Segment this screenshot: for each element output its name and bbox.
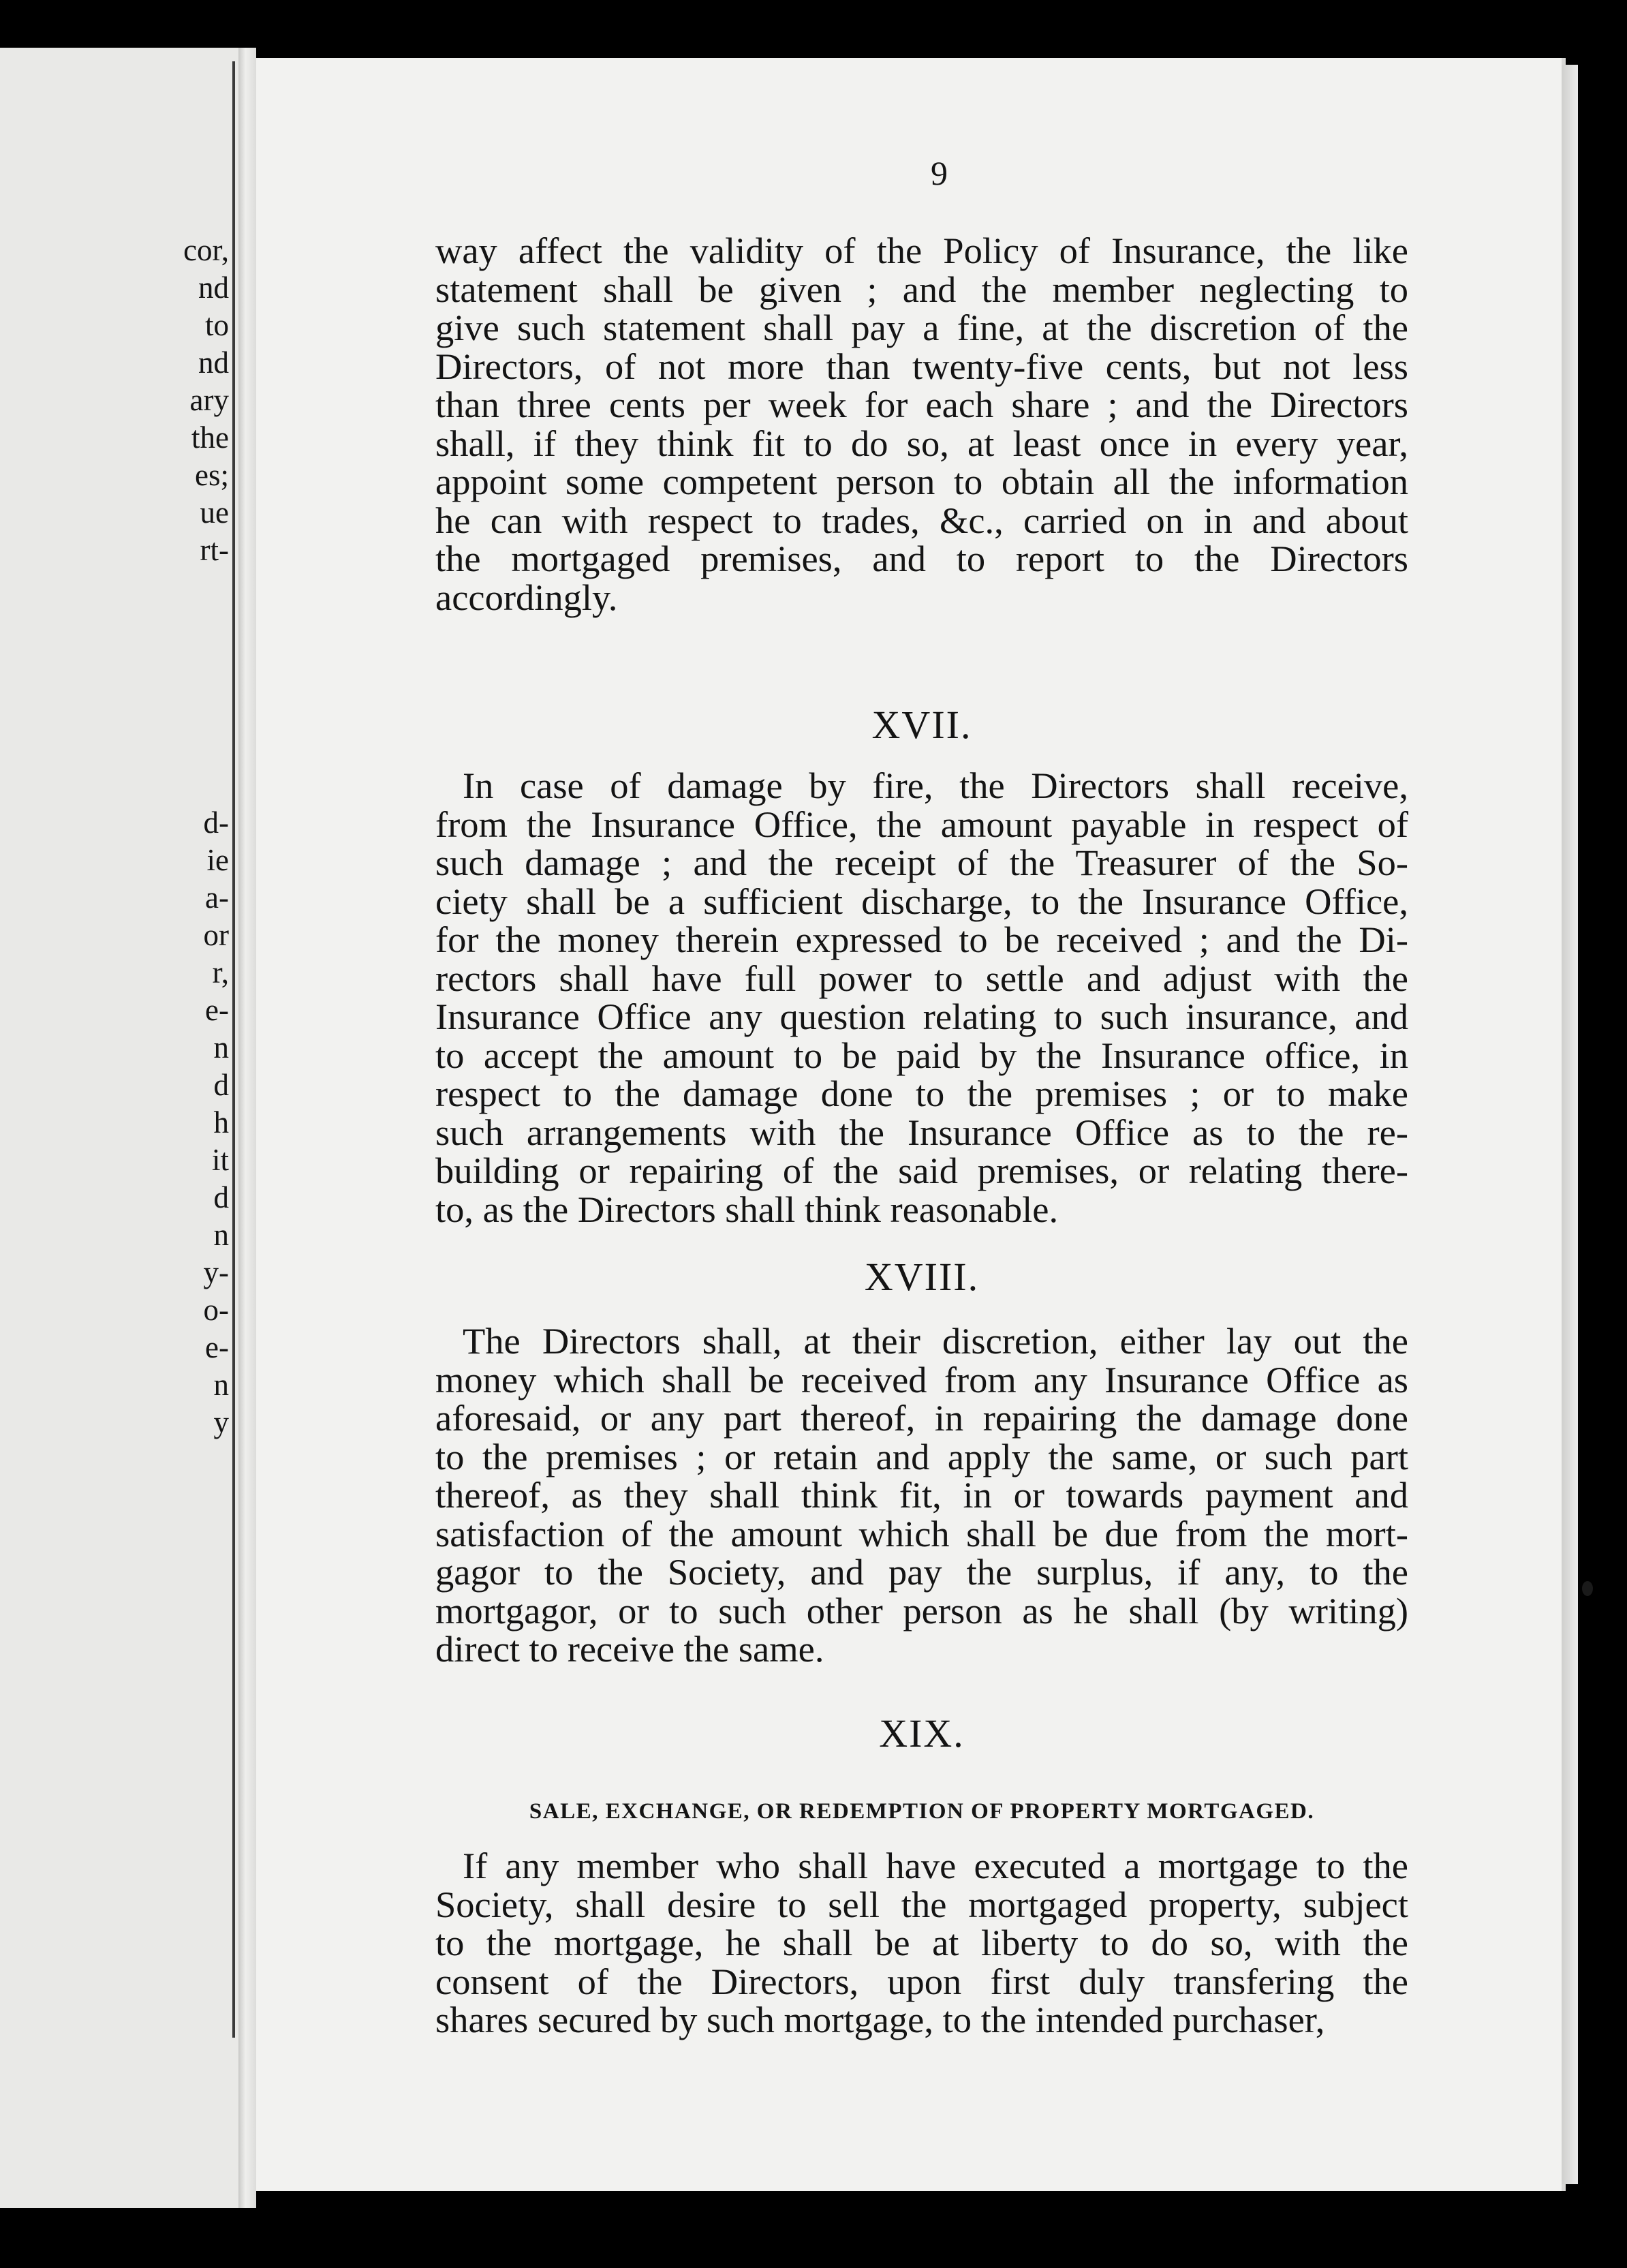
- facing-page-fragment: d: [213, 1180, 229, 1214]
- facing-page-fragment: e-: [205, 1330, 229, 1364]
- section-xvii-line: from the Insurance Office, the amount payable in respect of: [435, 803, 1408, 845]
- facing-page-fragment: d-: [203, 806, 229, 840]
- facing-page-fragment: ary: [189, 383, 229, 417]
- ink-spot: [1582, 1581, 1593, 1596]
- section-xvii-line: Insurance Office any question relating to such insurance, and: [435, 996, 1408, 1037]
- section-xviii-line: to the premises ; or retain and apply the same, or such part: [435, 1435, 1408, 1477]
- section-xvii-paragraph: [435, 767, 1408, 1229]
- facing-page-fragment: r,: [212, 955, 229, 990]
- facing-page: [0, 48, 238, 2208]
- paragraph-continued: [435, 232, 1408, 617]
- gutter-line: [232, 61, 235, 2038]
- section-xvii-line: In case of damage by fire, the Directors shall receive,: [463, 765, 1408, 806]
- section-xix-subheading: SALE, EXCHANGE, OR REDEMPTION OF PROPERTY MORTGAGED.: [529, 1799, 1315, 1824]
- facing-page-fragment: rt-: [200, 533, 229, 567]
- section-xvii-line: to, as the Directors shall think reasonable.: [435, 1188, 1059, 1230]
- facing-page-fragment: nd: [198, 271, 229, 305]
- section-xvii-line: such damage ; and the receipt of the Treasurer of the So-: [435, 842, 1408, 883]
- section-xviii-line: mortgagor, or to such other person as he shall (by writing): [435, 1589, 1408, 1631]
- section-xviii-paragraph: [435, 1322, 1408, 1669]
- facing-page-fragment: n: [213, 1218, 229, 1252]
- section-xix-line: shares secured by such mortgage, to the intended purchaser,: [435, 1999, 1325, 2040]
- facing-page-fragment: n: [213, 1368, 229, 1402]
- facing-page-fragment: or: [203, 918, 229, 952]
- section-heading-xviii: XVIII.: [864, 1255, 980, 1299]
- section-xviii-line: money which shall be received from any Insurance Office as: [435, 1358, 1408, 1400]
- facing-page-fragment: d: [213, 1068, 229, 1102]
- paragraph-continued-line: accordingly.: [435, 576, 618, 618]
- section-xvii-line: for the money therein expressed to be received ; and the Di-: [435, 919, 1408, 960]
- facing-page-fragment: e-: [205, 993, 229, 1027]
- paragraph-continued-line: than three cents per week for each share ; and the Directors: [435, 384, 1408, 425]
- book-page: [256, 58, 1562, 2191]
- section-xviii-line: satisfaction of the amount which shall be due from the mort-: [435, 1512, 1408, 1554]
- section-xvii-line: respect to the damage done to the premises ; or to make: [435, 1073, 1408, 1114]
- section-xix-paragraph: [435, 1847, 1408, 2040]
- page-number: 9: [931, 154, 948, 192]
- facing-page-fragment: to: [204, 308, 229, 342]
- section-xviii-line: direct to receive the same.: [435, 1628, 824, 1670]
- paragraph-continued-line: give such statement shall pay a fine, at the discretion of the: [435, 307, 1408, 348]
- facing-page-fragment: nd: [198, 346, 229, 380]
- facing-page-fragment: h: [213, 1105, 229, 1139]
- page-edge: [1562, 65, 1578, 2184]
- section-xviii-line: aforesaid, or any part thereof, in repairing the damage done: [435, 1397, 1408, 1439]
- section-xvii-line: ciety shall be a sufficient discharge, to the Insurance Office,: [435, 880, 1408, 922]
- facing-page-fragment: n: [213, 1030, 229, 1064]
- section-xix-line: If any member who shall have executed a mortgage to the: [463, 1845, 1408, 1886]
- book-spine: [238, 48, 256, 2208]
- facing-page-fragment: cor,: [183, 233, 229, 267]
- section-xvii-line: to accept the amount to be paid by the Insurance office, in: [435, 1034, 1408, 1076]
- facing-page-fragment: ue: [200, 495, 229, 530]
- section-xvii-line: building or repairing of the said premises, or relating there-: [435, 1150, 1408, 1191]
- section-xix-line: Society, shall desire to sell the mortgaged property, subject: [435, 1883, 1408, 1925]
- paragraph-continued-line: Directors, of not more than twenty-five cents, but not less: [435, 345, 1408, 387]
- facing-page-fragment: a-: [205, 880, 229, 915]
- facing-page-fragment: the: [191, 420, 229, 455]
- section-xviii-line: gagor to the Society, and pay the surplus, if any, to the: [435, 1551, 1408, 1593]
- paragraph-continued-line: way affect the validity of the Policy of Insurance, the like: [435, 230, 1408, 271]
- facing-page-fragment: it: [211, 1143, 229, 1177]
- facing-page-fragment: es;: [195, 458, 229, 492]
- facing-page-fragment: y: [213, 1405, 229, 1439]
- section-xviii-line: thereof, as they shall think fit, in or towards payment and: [435, 1474, 1408, 1516]
- section-xix-line: consent of the Directors, upon first duly transfering the: [435, 1960, 1408, 2002]
- paragraph-continued-line: statement shall be given ; and the member neglecting to: [435, 268, 1408, 310]
- paragraph-continued-line: shall, if they think fit to do so, at least once in every year,: [435, 422, 1408, 464]
- section-xvii-line: such arrangements with the Insurance Office as to the re-: [435, 1111, 1408, 1153]
- section-heading-xix: XIX.: [879, 1711, 965, 1756]
- facing-page-fragment: ie: [206, 843, 229, 877]
- facing-page-fragment: o-: [203, 1293, 229, 1327]
- section-xviii-line: The Directors shall, at their discretion, either lay out the: [463, 1320, 1408, 1362]
- paragraph-continued-line: appoint some competent person to obtain all the information: [435, 461, 1408, 502]
- paragraph-continued-line: the mortgaged premises, and to report to the Directors: [435, 538, 1408, 579]
- paragraph-continued-line: he can with respect to trades, &c., carried on in and about: [435, 499, 1408, 541]
- section-xix-line: to the mortgage, he shall be at liberty to do so, with the: [435, 1922, 1408, 1963]
- facing-page-fragment: y-: [203, 1255, 229, 1289]
- section-xvii-line: rectors shall have full power to settle and adjust with the: [435, 957, 1408, 999]
- section-heading-xvii: XVII.: [871, 703, 972, 747]
